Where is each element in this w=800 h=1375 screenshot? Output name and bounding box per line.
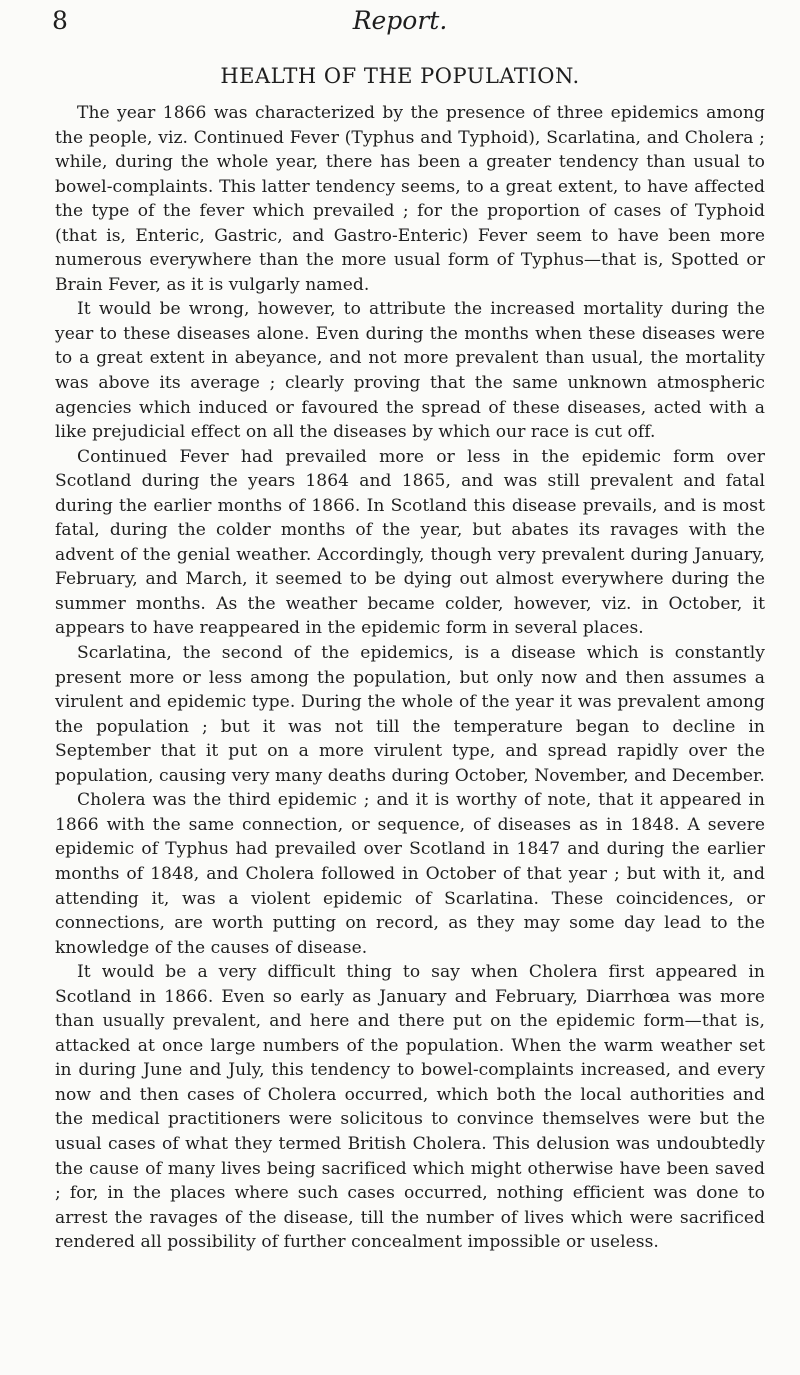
paragraph-epidemics-1866: The year 1866 was characterized by the presence of three epidemics among the people, viz. Continued Fever (Typhus and Typhoid), Scarlatina, and Cholera ; while, during the whole year, there has been a greater tendency than usual to bowel-complaints. This latter tendency seems, to a great extent, to have affected the type of the fever which prevailed ; for the proportion of cases of Typhoid (that is, Enteric, Gastric, and Gastro-Enteric) Fever seem to have been more numerous everywhere than the more usual form of Typhus—that is, Spotted or Brain Fever, as it is vulgarly named. (55, 103, 765, 295)
page-number: 8 (52, 6, 68, 35)
body-text (55, 101, 765, 1255)
paragraph-continued-fever: Continued Fever had prevailed more or less in the epidemic form over Scotland during the years 1864 and 1865, and was still prevalent and fatal during the earlier months of 1866. In Scotland this disease prevails, and is most fatal, during the colder months of the year, but abates its ravages with the advent of the genial weather. Accordingly, though very prevalent during January, February, and March, it seemed to be dying out almost everywhere during the summer months. As the weather became colder, however, viz. in October, it appears to have reappeared in the epidemic form in several places. (55, 446, 765, 639)
paragraph-scarlatina: Scarlatina, the second of the epidemics, is a disease which is constantly present more or less among the population, but only now and then assumes a virulent and epidemic type. During the whole of the year it was prevalent among the population ; but it was not till the temperature began to decline in September that it put on a more virulent type, and spread rapidly over the population, causing very many deaths during October, November, and December. (55, 643, 765, 786)
paragraph-mortality: It would be wrong, however, to attribute the increased mortality during the year to these diseases alone. Even during the months when these diseases were to a great extent in abeyance, and not more prevalent than usual, the mortality was above its average ; clearly proving that the same unknown atmospheric agencies which induced or favoured the spread of these diseases, acted with a like prejudicial effect on all the diseases by which our race is cut off. (55, 299, 765, 443)
running-head: Report. (352, 6, 448, 35)
paragraph-cholera-appearance: It would be a very difficult thing to say when Cholera first appeared in Scotland in 1866. Even so early as January and February, Diarrhœa was more than usually prevalent, and here and there put on the epidemic form—that is, attacked at once large numbers of the population. When the warm weather set in during June and July, this tendency to bowel-complaints increased, and every now and then cases of Cholera occurred, which both the local authorities and the medical practitioners were solicitous to convince themselves were but the usual cases of what they termed British Cholera. This delusion was undoubtedly the cause of many lives being sacrificed which might otherwise have been saved ; for, in the places where such cases occurred, nothing efficient was done to arrest the ravages of the disease, till the number of lives which were sacrificed rendered all possibility of further concealment impossible or useless. (55, 962, 765, 1253)
paragraph-cholera: Cholera was the third epidemic ; and it is worthy of note, that it appeared in 1866 with the same connection, or sequence, of diseases as in 1848. A severe epidemic of Typhus had prevailed over Scotland in 1847 and during the earlier months of 1848, and Cholera followed in October of that year ; but with it, and attending it, was a violent epidemic of Scarlatina. These coincidences, or connections, are worth putting on record, as they may some day lead to the knowledge of the causes of disease. (55, 790, 765, 958)
section-title: HEALTH OF THE POPULATION. (220, 64, 580, 88)
